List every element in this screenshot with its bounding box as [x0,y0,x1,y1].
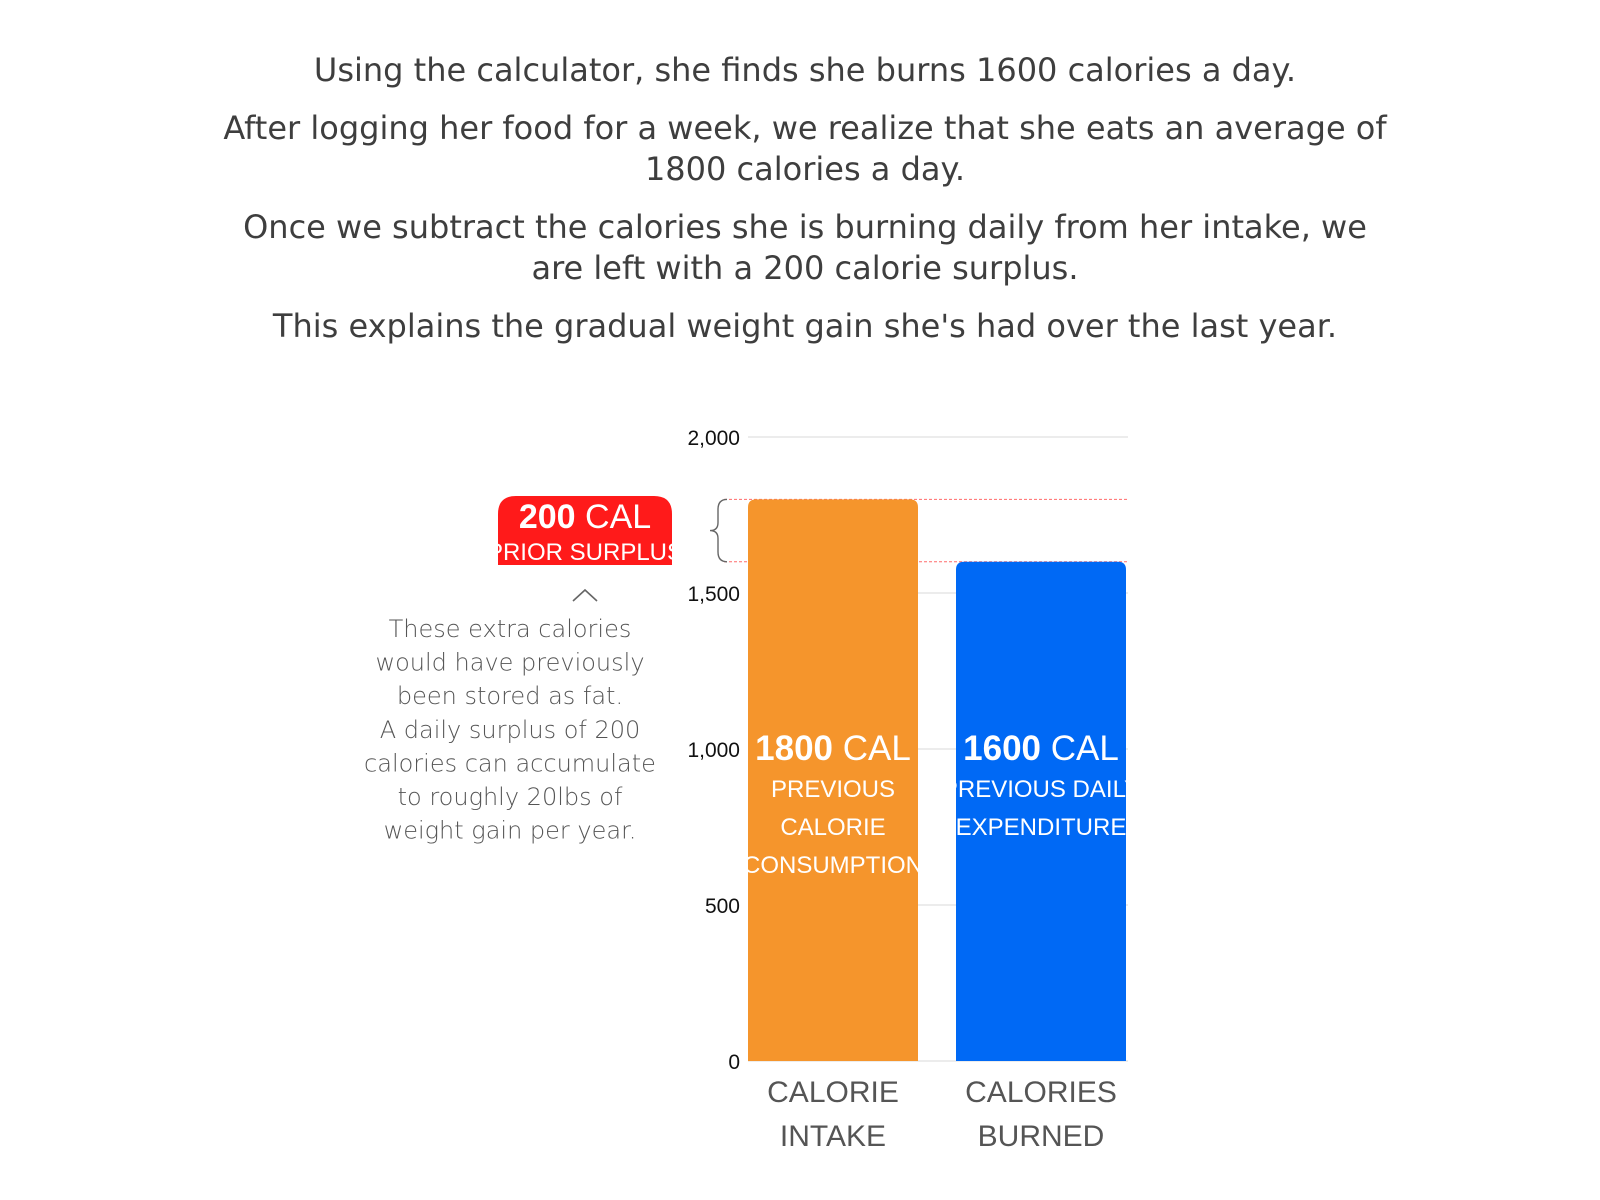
surplus-brace [710,499,727,561]
surplus-annotation [364,615,656,845]
intro-paragraph-4: This explains the gradual weight gain she's had over the last year. [272,307,1338,345]
bar-description-label: CONSUMPTION [743,852,923,879]
y-tick-label: 0 [728,1051,740,1074]
bar-value-label: 1600 CAL [963,729,1119,768]
x-category-label: CALORIE [767,1076,899,1109]
chevron-up-icon [573,590,597,601]
bar-description-label: CALORIE [780,814,886,841]
y-tick-label: 1,500 [687,583,740,606]
x-category-label: BURNED [977,1120,1105,1153]
annotation-line: weight gain per year. [383,816,637,845]
x-category-label: CALORIES [965,1076,1117,1109]
intro-paragraph-2: After logging her food for a week, we realize that she eats an average of 1800 calories a day. [223,109,1387,188]
y-tick-label: 500 [704,895,740,918]
bar [956,562,1126,1061]
annotation-line: These extra calories [388,615,632,643]
y-axis-ticks [687,427,740,1074]
bar-description-label: PREVIOUS DAILY [941,776,1141,803]
annotation-line: been stored as fat. [396,682,624,711]
surplus-badge [487,496,683,566]
intro-paragraph-1: Using the calculator, she finds she burns 1600 calories a day. [313,51,1297,89]
x-axis-categories [767,1076,1117,1153]
bar-description-label: PREVIOUS [770,776,896,803]
annotation-line: calories can accumulate [364,749,656,778]
bar-value-label: 1800 CAL [755,729,911,768]
annotation-line: to roughly 20lbs of [397,783,623,811]
surplus-badge-label: PRIOR SURPLUS [486,539,684,566]
intro-paragraph-3: Once we subtract the calories she is burning daily from her intake, we are left with a 200 calorie surplus. [243,208,1367,287]
bar-description-label: EXPENDITURE [955,814,1127,841]
surplus-badge-value: 200 CAL [518,498,652,536]
y-tick-label: 1,000 [687,739,740,762]
y-tick-label: 2,000 [687,427,740,450]
annotation-line: A daily surplus of 200 [379,715,641,744]
bars [743,499,1140,1061]
annotation-line: would have previously [375,648,645,677]
x-category-label: INTAKE [779,1120,887,1153]
